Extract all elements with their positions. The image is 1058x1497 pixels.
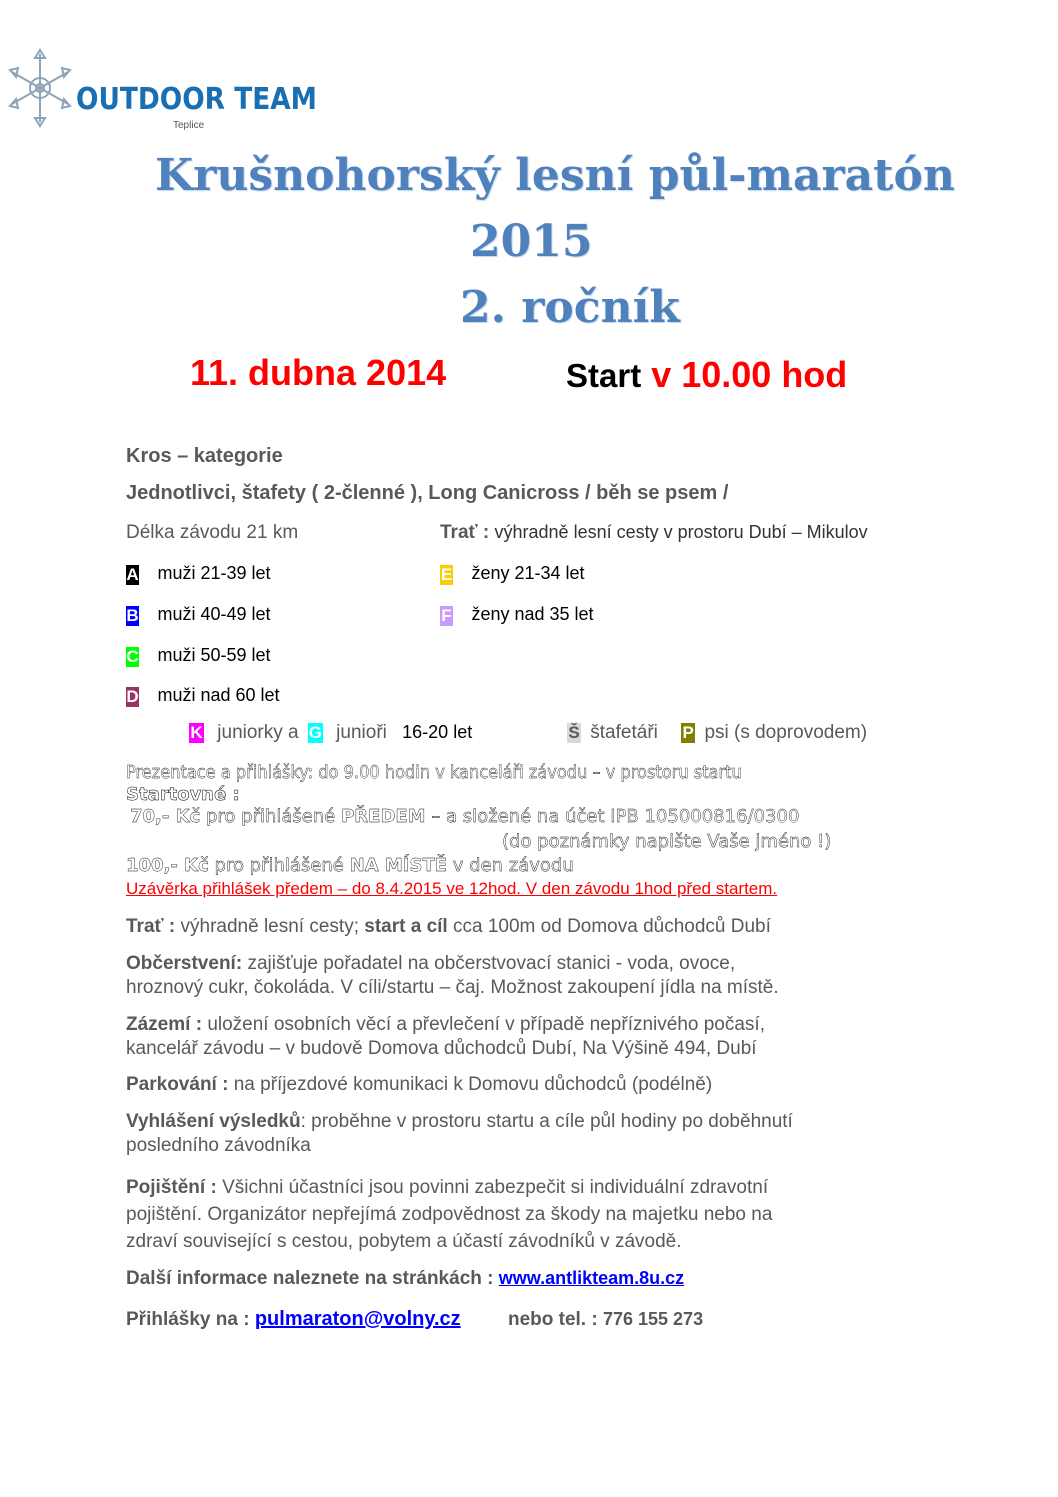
phone-number: 776 155 273 (602, 1309, 704, 1329)
cross-heading: Kros – kategorie (126, 445, 283, 467)
category-f (440, 604, 594, 626)
parking-text: na příjezdové komunikaci k Domovu důchodců (podélně) (233, 1074, 713, 1095)
start-word: Start (566, 357, 642, 394)
cross-types: Jednotlivci, štafety ( 2-členné ), Long Canicross / běh se psem / (126, 482, 729, 504)
junior-categories (189, 722, 472, 744)
registration-info (126, 762, 810, 783)
insurance-text-2: pojištění. Organizátor nepřejímá zodpovědnost za škody na majetku nebo na (126, 1204, 773, 1225)
fee-onsite-mid: pro přihlášené (214, 855, 344, 876)
relay-label: štafetáři (590, 722, 658, 743)
apply-label: Přihlášky na : (126, 1309, 250, 1330)
insurance-info (126, 1177, 768, 1199)
refreshment-info (126, 953, 735, 975)
category-label: muži 50-59 let (157, 645, 271, 665)
insurance-text-3: zdraví související s cestou, pobytem a účastí závodníků v závodě. (126, 1231, 682, 1252)
track-info-text: výhradně lesní cesty; (180, 916, 359, 937)
apply-info (126, 1308, 703, 1331)
category-letter: E (440, 564, 453, 584)
track-text: výhradně lesní cesty v prostoru Dubí – Mikulov (494, 522, 868, 542)
category-letter: K (190, 722, 203, 742)
track-info-location: cca 100m od Domova důchodců Dubí (453, 916, 771, 937)
refreshment-text: zajišťuje pořadatel na občerstvovací stanici - voda, ovoce, (247, 953, 736, 974)
more-info-label: Další informace naleznete na stránkách : (126, 1268, 494, 1289)
base-label: Zázemí : (126, 1014, 203, 1035)
title-line-3: 2. ročník (460, 282, 680, 333)
category-a (126, 563, 271, 585)
race-length: Délka závodu 21 km (126, 522, 299, 543)
base-text: uložení osobních věcí a převlečení v případě nepříznivého počasí, (207, 1014, 765, 1035)
results-info (126, 1111, 793, 1133)
category-e (440, 563, 585, 585)
title-line-2: 2015 (470, 216, 593, 267)
relay-dogs (567, 722, 867, 744)
track-info-label: Trať : (126, 916, 176, 937)
fee-heading: Startovné : (126, 784, 240, 805)
category-label: ženy nad 35 let (471, 604, 594, 624)
start-line (566, 354, 847, 396)
refreshment-label: Občerstvení: (126, 953, 243, 974)
parking-label: Parkování : (126, 1074, 229, 1095)
category-letter: B (126, 605, 139, 625)
fee-advance-rest: – a složené na účet IPB 105000816/0300 (431, 806, 800, 827)
category-b (126, 604, 271, 626)
fee-onsite (126, 855, 574, 876)
start-finish-label: start a cíl (364, 916, 448, 937)
website-link[interactable]: www.antlikteam.8u.cz (498, 1268, 685, 1288)
category-label: muži 40-49 let (157, 604, 271, 624)
category-label: muži 21-39 let (157, 563, 271, 583)
category-label: muži nad 60 let (157, 685, 280, 705)
fee-note: (do poznámky napište Vaše jméno !) (502, 831, 832, 852)
fee-advance-mid: pro přihlášené (205, 806, 336, 827)
fee-onsite-amount: 100,- Kč (126, 855, 209, 876)
insurance-text: Všichni účastníci jsou povinni zabezpečit si individuální zdravotní (222, 1177, 769, 1198)
insurance-label: Pojištění : (126, 1177, 217, 1198)
base-info (126, 1014, 765, 1036)
title-line-1: Krušnohorský lesní půl-maratón (155, 150, 955, 201)
category-letter: C (126, 646, 139, 666)
registration-line: Prezentace a přihlášky: do 9.00 hodin v kanceláři závodu – v prostoru startu (126, 762, 742, 783)
start-time: v 10.00 hod (651, 354, 848, 395)
refreshment-text-2: hroznový cukr, čokoláda. V cíli/startu – čaj. Možnost zakoupení jídla na místě. (126, 977, 779, 998)
juniori-label: junioři (336, 722, 387, 743)
email-link[interactable]: pulmaraton@volny.cz (254, 1308, 461, 1330)
logo-name: OUTDOOR TEAM (76, 82, 317, 117)
category-letter: D (126, 686, 139, 706)
race-date: 11. dubna 2014 (190, 352, 447, 393)
category-d (126, 685, 280, 707)
category-c (126, 645, 271, 667)
deadline-note: Uzávěrka přihlášek předem – do 8.4.2015 ve 12hod. V den závodu 1hod před startem. (126, 879, 778, 898)
dogs-label: psi (s doprovodem) (704, 722, 868, 743)
results-text: : proběhne v prostoru startu a cíle půl hodiny po doběhnutí (300, 1111, 793, 1132)
logo-subtitle: Teplice (173, 120, 205, 131)
track-label: Trať : (440, 522, 490, 543)
category-letter: F (441, 605, 452, 625)
category-letter: P (682, 722, 694, 742)
results-text-2: posledního závodníka (126, 1135, 311, 1156)
fee-advance-amount: 70,- Kč (130, 806, 201, 827)
more-info (126, 1268, 684, 1290)
track-info (126, 916, 771, 938)
fee-onsite-rest: v den závodu (452, 855, 574, 876)
base-text-2: kancelář závodu – v budově Domova důchodců Dubí, Na Výšině 494, Dubí (126, 1038, 757, 1059)
category-letter: G (308, 722, 322, 742)
fee-onsite-bold: NA MÍSTĚ (349, 855, 448, 876)
category-letter: A (126, 564, 139, 584)
juniorky-label: juniorky a (217, 722, 299, 743)
category-letter: Š (568, 722, 580, 742)
results-label: Vyhlášení výsledků (126, 1111, 301, 1132)
fee-advance (130, 806, 799, 827)
junior-age: 16-20 let (402, 722, 473, 742)
track-summary (440, 522, 868, 544)
parking-info (126, 1074, 712, 1096)
phone-label: nebo tel. : (507, 1309, 598, 1330)
category-label: ženy 21-34 let (471, 563, 585, 583)
fee-advance-bold: PŘEDEM (341, 806, 426, 827)
